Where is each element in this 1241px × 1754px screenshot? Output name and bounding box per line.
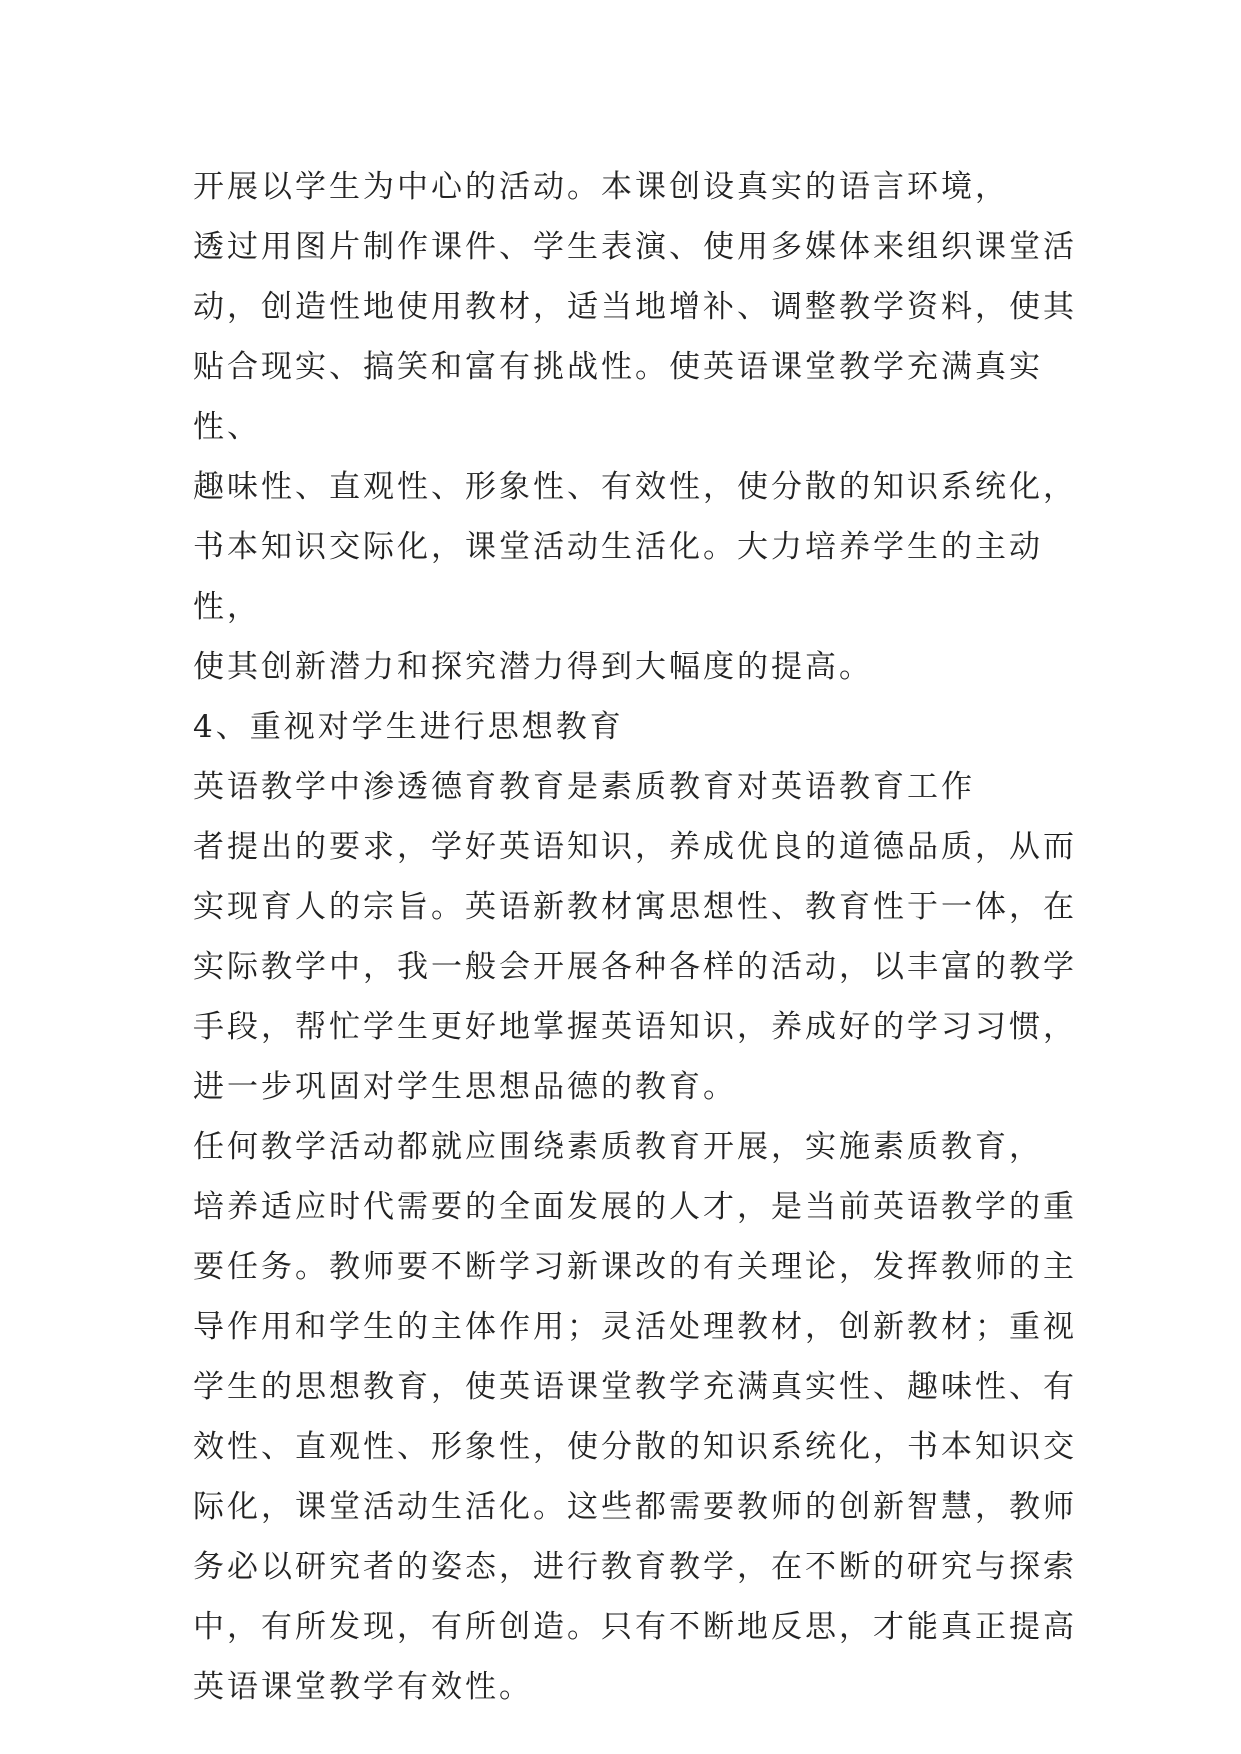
paragraph-student-centered-activities: 开展以学生为中心的活动。本课创设真实的语言环境， 透过用图片制作课件、学生表演、使用多媒体来组织课堂活 动，创造性地使用教材，适当地增补、调整教学资料，使其 贴合现实、搞笑和富有挑战性。使英语课堂教学充满真实性、 趣味性、直观性、形象性、有效性，使分散的知识系统化， 书本知识交际化，课堂活动生活化。大力培养学生的主动性， 使其创新潜力和探究潜力得到大幅度的提高。	[193, 169, 1077, 685]
document-body	[193, 157, 1093, 1717]
paragraph-moral-education: 英语教学中渗透德育教育是素质教育对英语教育工作 者提出的要求，学好英语知识，养成优良的道德品质，从而 实现育人的宗旨。英语新教材寓思想性、教育性于一体，在 实际教学中，我一般会开展各种各样的活动，以丰富的教学 手段，帮忙学生更好地掌握英语知识，养成好的学习习惯， 进一步巩固对学生思想品德的教育。	[193, 769, 1077, 1105]
section-heading-ideological-education: 4、重视对学生进行思想教育	[193, 709, 624, 745]
paragraph-conclusion: 任何教学活动都就应围绕素质教育开展，实施素质教育， 培养适应时代需要的全面发展的人才，是当前英语教学的重 要任务。教师要不断学习新课改的有关理论，发挥教师的主 导作用和学生的主体作用；灵活处理教材，创新教材；重视 学生的思想教育，使英语课堂教学充满真实性、趣味性、有 效性、直观性、形象性，使分散的知识系统化，书本知识交 际化，课堂活动生活化。这些都需要教师的创新智慧，教师 务必以研究者的姿态，进行教育教学，在不断的研究与探索 中，有所发现，有所创造。只有不断地反思，才能真正提高 英语课堂教学有效性。	[193, 1129, 1077, 1705]
